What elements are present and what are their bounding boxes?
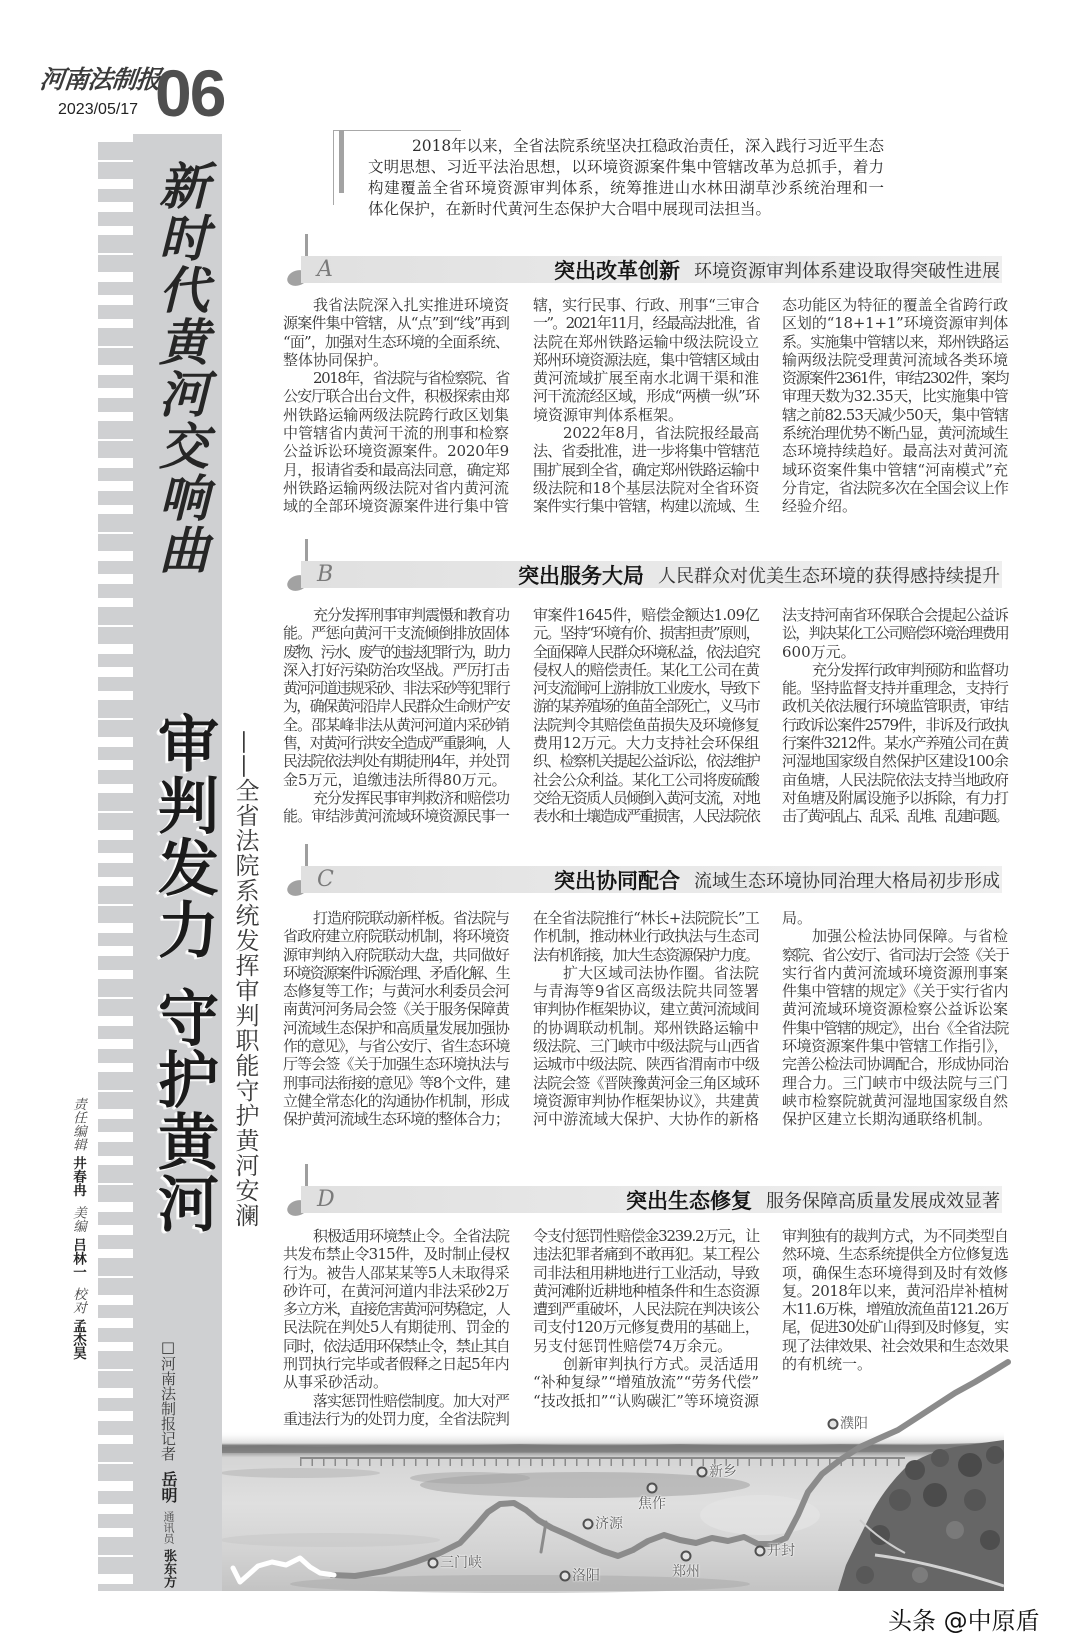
text-line: 理合力。三门峡市中级法院与三门 bbox=[782, 1073, 1008, 1092]
text-line: 环境资源案件诉源治理、矛盾化解、生 bbox=[283, 963, 509, 982]
text-line: 刑事司法衔接的意见》等8个文件，建 bbox=[283, 1073, 509, 1092]
byline-reporter: 岳明 bbox=[159, 1471, 178, 1503]
text-line: 充分发挥民事审判救济和赔偿功 bbox=[313, 788, 509, 807]
text-line: 表水和土壤造成严重损害，人民法院依 bbox=[533, 807, 759, 826]
text-line: 行案件3212件。某水产养殖公司在黄 bbox=[782, 734, 1008, 753]
map-label-jiaozuo: 焦作 bbox=[638, 1496, 666, 1512]
text-line: “面”，加强对生态环境的全面系统、 bbox=[283, 332, 509, 351]
section-titles bbox=[554, 866, 1000, 893]
text-line: 审判独有的裁判方式，为不同类型自 bbox=[782, 1227, 1008, 1245]
text-line: 深入打好污染防治攻坚战。严厉打击 bbox=[283, 660, 509, 679]
section-letter: B bbox=[317, 562, 334, 587]
text-line: 亩鱼塘，人民法院依法支持当地政府 bbox=[782, 770, 1008, 789]
text-line: 创新审判执行方式。灵活适用 bbox=[563, 1355, 759, 1374]
section-titles bbox=[554, 256, 1000, 283]
text-line: 黄河滩附近耕地种植条件和生态资源 bbox=[533, 1281, 759, 1300]
text-line: 局。 bbox=[782, 909, 813, 927]
map-label-sanmenxia: 三门峡 bbox=[440, 1555, 482, 1571]
section-c-column-1 bbox=[283, 909, 509, 1129]
text-line: 级法院和18个基层法院对全省环资 bbox=[533, 478, 759, 497]
text-line: “技改抵扣”“认购碳汇”等环境资源 bbox=[533, 1391, 759, 1410]
text-line: 同时，依法适用环保禁止令，禁止其自 bbox=[283, 1336, 509, 1355]
text-line: 元。坚持“环境有价、损害担责”原则， bbox=[533, 624, 759, 643]
text-line: 源案件集中管辖，从“点”到“线”再到 bbox=[283, 314, 509, 333]
text-line: 资源案件2361件，审结2302件，案均 bbox=[782, 369, 1008, 388]
text-line: 运城市中级法院、陕西省渭南市中级 bbox=[533, 1055, 759, 1074]
text-line: 中管辖省内黄河干流的刑事和检察 bbox=[283, 424, 509, 443]
byline-outlet: □河南法制报记者 bbox=[159, 1338, 177, 1461]
text-line: 审判协作框架协议，建立黄河流域间 bbox=[533, 1000, 759, 1019]
byline-correspondent: 张东方 bbox=[161, 1549, 176, 1588]
text-line: 的有机统一。 bbox=[782, 1355, 873, 1374]
masthead-date: 2023/05/17 bbox=[58, 101, 139, 118]
source-watermark: 头条 @中原盾 bbox=[888, 1607, 1040, 1635]
text-line: 政机关依法履行环境监管职责，审结 bbox=[782, 697, 1008, 716]
byline-correspondent-role: 通讯员 bbox=[162, 1511, 175, 1544]
text-line: 加强公检法协同保障。与省检 bbox=[812, 927, 1008, 946]
section-b-column-2 bbox=[533, 606, 759, 826]
text-line: 域环资案件集中管辖“河南模式”充 bbox=[782, 460, 1008, 479]
text-line: 在全省法院推行“林长+法院院长”工 bbox=[533, 909, 759, 927]
piano-key-stripes bbox=[98, 134, 133, 1591]
text-line: 辖之前82.53天减少50天，集中管辖 bbox=[782, 405, 1008, 424]
page-number: 06 bbox=[155, 56, 225, 130]
text-line: 司支付120万元修复费用的基础上， bbox=[533, 1318, 759, 1337]
section-titles bbox=[626, 1186, 1000, 1213]
intro-frame-line bbox=[333, 130, 334, 205]
text-line: 州铁路运输两级法院跨行政区划集 bbox=[283, 405, 509, 424]
text-line: 复。2018年以来，黄河沿岸补植树 bbox=[782, 1281, 1008, 1300]
credit-name: 孟杰昊 bbox=[70, 1319, 86, 1360]
text-line: 河中游流域大保护、大协作的新格 bbox=[533, 1110, 759, 1129]
text-line: 民法院在判处5人有期徒刑、罚金的 bbox=[283, 1318, 509, 1337]
text-line: 黄河河道违规采砂、非法采砂等犯罪行 bbox=[283, 679, 509, 698]
intro-line: 2018年以来，全省法院系统坚决扛稳政治责任，深入践行习近平生态 bbox=[412, 137, 884, 155]
text-line: 费用12万元。大力支持社会环保组 bbox=[533, 734, 759, 753]
text-line: 讼，判决某化工公司赔偿环境治理费用 bbox=[782, 624, 1008, 643]
text-line: 态功能区为特征的覆盖全省跨行政 bbox=[782, 296, 1008, 314]
text-line: 法支持河南省环保联合会提起公益诉 bbox=[782, 606, 1008, 624]
subheadline-dash: —— bbox=[231, 730, 259, 778]
text-line: 遭到严重破坏，人民法院在判决该公 bbox=[533, 1300, 759, 1319]
text-line: 区划的“18+1+1”环境资源审判体 bbox=[782, 314, 1008, 333]
section-c-header bbox=[283, 844, 1003, 896]
section-c-column-3 bbox=[782, 909, 1008, 1129]
section-title: 突出协同配合 bbox=[554, 868, 680, 893]
text-line: 月，报请省委和最高法同意，确定郑 bbox=[283, 460, 509, 479]
map-label-zhengzhou: 郑州 bbox=[672, 1564, 700, 1580]
section-b-header bbox=[283, 539, 1003, 591]
text-line: 刑罚执行完毕或者假释之日起5年内 bbox=[283, 1355, 509, 1374]
text-line: 从事采砂活动。 bbox=[283, 1373, 389, 1392]
text-line: 分肯定，省法院多次在全国会议上作 bbox=[782, 478, 1008, 497]
text-line: 令支付惩罚性赔偿金3239.2万元，让 bbox=[533, 1227, 759, 1245]
text-line: 现了法律效果、社会效果和生态效果 bbox=[782, 1336, 1008, 1355]
text-line: 输两级法院受理黄河流域各类环境 bbox=[782, 350, 1008, 369]
text-line: 审理天数为32.35天，比实施集中管 bbox=[782, 387, 1008, 406]
text-line: 然环境、生态系统提供全方位修复选 bbox=[782, 1245, 1008, 1264]
map-label-xinxiang: 新乡 bbox=[709, 1464, 737, 1480]
text-line: 整体协同保护。 bbox=[283, 350, 389, 369]
intro-frame-line bbox=[333, 130, 461, 131]
text-line: 河支流涧河上游排放工业废水，导致下 bbox=[533, 679, 759, 698]
text-line: 木11.6万株，增殖放流鱼苗121.26万 bbox=[782, 1300, 1008, 1319]
text-line: 保护区建立长期沟通联络机制。 bbox=[782, 1110, 993, 1129]
text-line: 南黄河河务局会签《关于服务保障黄 bbox=[283, 1000, 509, 1019]
section-b-column-3 bbox=[782, 606, 1008, 826]
text-line: 级法院、三门峡市中级法院与山西省 bbox=[533, 1037, 759, 1056]
text-line: 辖，实行民事、行政、刑事“三审合 bbox=[533, 296, 759, 314]
text-line: 扩大区域司法协作圈。省法院 bbox=[563, 963, 759, 982]
text-line: 售，对黄河行洪安全造成严重影响，人 bbox=[283, 734, 509, 753]
text-line: 郑州环境资源法庭，集中管辖区域由 bbox=[533, 350, 759, 369]
text-line: 保护黄河流域生态环境的整体合力； bbox=[283, 1110, 509, 1129]
text-line: 击了黄河乱占、乱采、乱堆、乱建问题。 bbox=[782, 807, 1008, 826]
section-d-header bbox=[283, 1164, 1003, 1216]
text-line: 民法院依法判处有期徒刑4年，并处罚 bbox=[283, 752, 509, 771]
text-line: 积极适用环境禁止令。全省法院 bbox=[313, 1227, 509, 1245]
text-line: 法有机衔接，加大生态资源保护力度。 bbox=[533, 945, 759, 964]
text-line: “补种复绿”“增殖放流”“劳务代偿” bbox=[533, 1373, 760, 1392]
text-line: 河流域生态保护和高质量发展加强协 bbox=[283, 1018, 509, 1037]
text-line: 立健全常态化的沟通协作机制，形成 bbox=[283, 1091, 509, 1110]
section-letter: A bbox=[317, 257, 333, 282]
text-line: 2018年，省法院与省检察院、省 bbox=[313, 369, 509, 388]
text-line: 司非法租用耕地进行工业活动，导致 bbox=[533, 1263, 759, 1282]
text-line: 厅等会签《关于加强生态环境执法与 bbox=[283, 1055, 509, 1074]
text-line: 对鱼塘及附属设施予以拆除，有力打 bbox=[782, 788, 1008, 807]
text-line: 充分发挥行政审判预防和监督功 bbox=[812, 660, 1008, 679]
headline-part-1: 审判发力 bbox=[148, 712, 219, 960]
intro-accent-bar bbox=[339, 130, 344, 193]
subheadline-text: 全省法院系统发挥审判职能守护黄河安澜 bbox=[231, 778, 259, 1228]
column-title: 新时代黄河交响曲 bbox=[151, 160, 210, 576]
text-line: 能。坚持监督支持并重理念，支持行 bbox=[782, 679, 1008, 698]
section-letter: C bbox=[317, 867, 334, 892]
text-line: 全面保障人民群众环境私益，依法追究 bbox=[533, 642, 759, 661]
credit-role: 责任编辑 bbox=[70, 1097, 86, 1151]
editor-credits bbox=[68, 1097, 88, 1369]
section-a-column-1 bbox=[283, 296, 509, 516]
text-line: 件集中管辖的规定》，出台《全省法院 bbox=[782, 1018, 1008, 1037]
text-line: 完善公检法司协调配合，形成协同治 bbox=[782, 1055, 1008, 1074]
section-b-column-1 bbox=[283, 606, 509, 826]
text-line: 为，确保黄河沿岸人民群众生命财产安 bbox=[283, 697, 509, 716]
text-line: 多立方米，直接危害黄河河势稳定，人 bbox=[283, 1300, 509, 1319]
subheadline bbox=[230, 730, 260, 1228]
text-line: 法、省委批准，进一步将集中管辖范 bbox=[533, 442, 759, 461]
section-title: 突出生态修复 bbox=[626, 1188, 752, 1213]
text-line: 充分发挥刑事审判震慑和教育功 bbox=[313, 606, 509, 624]
masthead-paper-name: 河南法制报 bbox=[38, 65, 162, 94]
text-line: 系统治理优势不断凸显，黄河流域生 bbox=[782, 424, 1008, 443]
text-line: 交给无资质人员倾倒入黄河支流，对地 bbox=[533, 788, 759, 807]
text-line: 黄河流域环境资源检察公益诉讼案 bbox=[782, 1000, 1008, 1019]
text-line: 河湿地国家级自然保护区建设100余 bbox=[782, 752, 1008, 771]
section-subtitle: 流域生态环境协同治理大格局初步形成 bbox=[694, 870, 1000, 892]
section-a-header bbox=[283, 234, 1003, 286]
text-line: 违法犯罪者痛到不敢再犯。某工程公 bbox=[533, 1245, 759, 1264]
text-line: 察院、省公安厅、省司法厅会签《关于 bbox=[782, 945, 1008, 964]
section-titles bbox=[518, 561, 1000, 588]
credit-role: 校对 bbox=[70, 1287, 86, 1314]
text-line: 境资源审判协作框架协议》，共建黄 bbox=[533, 1091, 759, 1110]
text-line: 公安厅联合出台文件，积极探索由郑 bbox=[283, 387, 509, 406]
section-subtitle: 环境资源审判体系建设取得突破性进展 bbox=[694, 260, 1000, 282]
text-line: 砂许可，在黄河河道内非法采砂2万 bbox=[283, 1281, 509, 1300]
yellow-river-photo-map bbox=[222, 1335, 1012, 1595]
text-line: 社会公众利益。某化工公司将废硫酸 bbox=[533, 770, 759, 789]
text-line: 2022年8月，省法院报经最高 bbox=[563, 424, 759, 443]
text-line: 行政诉讼案件2579件，非诉及行政执 bbox=[782, 715, 1008, 734]
text-line: 行为。被告人邵某某等5人未取得采 bbox=[283, 1263, 509, 1282]
text-line: 实行省内黄河流域环境资源刑事案 bbox=[782, 963, 1008, 982]
section-letter: D bbox=[317, 1187, 335, 1212]
text-line: 能。严惩向黄河干支流倾倒排放固体 bbox=[283, 624, 509, 643]
text-line: 重违法行为的处罚力度，全省法院判 bbox=[283, 1409, 509, 1428]
text-line: 州铁路运输两级法院对省内黄河流 bbox=[283, 478, 509, 497]
text-line: 公益诉讼环境资源案件。2020年9 bbox=[283, 442, 509, 461]
text-line: 废物、污水、废气的违法犯罪行为，助力 bbox=[283, 642, 509, 661]
text-line: 系。实施集中管辖以来，郑州铁路运 bbox=[782, 332, 1008, 351]
text-line: 金5万元，追缴违法所得80万元。 bbox=[283, 770, 507, 789]
text-line: 落实惩罚性赔偿制度。加大对严 bbox=[313, 1391, 509, 1410]
map-label-kaifeng: 开封 bbox=[767, 1543, 795, 1559]
text-line: 法院会签《晋陕豫黄河金三角区域环 bbox=[533, 1073, 759, 1092]
text-line: 能。审结涉黄河流域环境资源民事一 bbox=[283, 807, 509, 826]
text-line: 一”。2021年11月，经最高法批准，省 bbox=[533, 314, 759, 333]
text-line: 共发布禁止令315件，及时制止侵权 bbox=[283, 1245, 509, 1264]
credit-name: 井春冉 bbox=[70, 1156, 86, 1197]
text-line: 峡市检察院就黄河湿地国家级自然 bbox=[782, 1091, 1008, 1110]
section-title: 突出服务大局 bbox=[518, 563, 644, 588]
text-line: 尾，促进30处矿山得到及时修复，实 bbox=[782, 1318, 1008, 1337]
text-line: 织、检察机关提起公益诉讼，依法维护 bbox=[533, 752, 759, 771]
map-label-jiyuan: 济源 bbox=[595, 1516, 623, 1532]
credit-name: 吕林一 bbox=[70, 1237, 86, 1278]
text-line: 态环境持续趋好。最高法对黄河流 bbox=[782, 442, 1008, 461]
section-a-column-3 bbox=[782, 296, 1008, 516]
text-line: 法院在郑州铁路运输中级法院设立 bbox=[533, 332, 759, 351]
text-line: 另支付惩罚性赔偿74万余元。 bbox=[533, 1336, 733, 1355]
text-line: 案件实行集中管辖，构建以流域、生 bbox=[533, 497, 759, 516]
text-line: 作机制，推动林业行政执法与生态司 bbox=[533, 927, 759, 946]
text-line: 域的全部环境资源案件进行集中管 bbox=[283, 497, 509, 516]
byline bbox=[157, 1338, 179, 1588]
text-line: 600万元。 bbox=[782, 642, 856, 661]
text-line: 项，确保生态环境得到及时有效修 bbox=[782, 1263, 1008, 1282]
credit-role: 美编 bbox=[70, 1205, 86, 1233]
text-line: 围扩展到全省，确定郑州铁路运输中 bbox=[533, 460, 759, 479]
text-line: 全。邵某峰非法从黄河河道内采砂销 bbox=[283, 715, 509, 734]
intro-line: 体化保护，在新时代黄河生态保护大合唱中展现司法担当。 bbox=[368, 200, 772, 218]
intro-paragraph bbox=[368, 136, 884, 220]
text-line: 省政府建立府院联动机制，将环境资 bbox=[283, 927, 509, 946]
text-line: 经验介绍。 bbox=[782, 497, 858, 516]
text-line: 河干流流经区域，形成“两横一纵”环 bbox=[533, 387, 759, 406]
map-label-puyang: 濮阳 bbox=[840, 1416, 868, 1432]
intro-line: 构建覆盖全省环境资源审判体系，统筹推进山水林田湖草沙系统治理和一 bbox=[368, 179, 884, 197]
text-line: 的协调联动机制。郑州铁路运输中 bbox=[533, 1018, 759, 1037]
section-subtitle: 服务保障高质量发展成效显著 bbox=[766, 1190, 1000, 1212]
text-line: 游的某养殖场的鱼苗全部死亡，义马市 bbox=[533, 697, 759, 716]
text-line: 法院判令其赔偿鱼苗损失及环境修复 bbox=[533, 715, 759, 734]
text-line: 打造府院联动新样板。省法院与 bbox=[313, 909, 509, 927]
text-line: 态修复等工作；与黄河水利委员会河 bbox=[283, 982, 509, 1001]
section-title: 突出改革创新 bbox=[554, 258, 680, 283]
text-line: 黄河流域扩展至南水北调干渠和淮 bbox=[533, 369, 759, 388]
section-c-column-2 bbox=[533, 909, 759, 1129]
text-line: 与青海等9省区高级法院共同签署 bbox=[533, 982, 759, 1001]
section-a-column-2 bbox=[533, 296, 759, 516]
text-line: 境资源审判体系框架。 bbox=[533, 405, 684, 424]
intro-line: 文明思想、习近平法治思想，以环境资源案件集中管辖改革为总抓手，着力 bbox=[368, 158, 884, 176]
text-line: 源审判纳入府院联动大盘，共同做好 bbox=[283, 945, 509, 964]
text-line: 我省法院深入扎实推进环境资 bbox=[313, 296, 509, 314]
text-line: 侵权人的赔偿责任。某化工公司在黄 bbox=[533, 660, 759, 679]
map-label-luoyang: 洛阳 bbox=[572, 1568, 600, 1584]
text-line: 环境资源案件集中管辖工作指引》， bbox=[782, 1037, 1008, 1056]
section-subtitle: 人民群众对优美生态环境的获得感持续提升 bbox=[658, 565, 1000, 587]
text-line: 作的意见》，与省公安厅、省生态环境 bbox=[283, 1037, 509, 1056]
headline-part-2: 守护黄河 bbox=[148, 986, 219, 1234]
text-line: 件集中管辖的规定》《关于实行省内 bbox=[782, 982, 1008, 1001]
text-line: 审案件1645件，赔偿金额达1.09亿 bbox=[533, 606, 759, 624]
